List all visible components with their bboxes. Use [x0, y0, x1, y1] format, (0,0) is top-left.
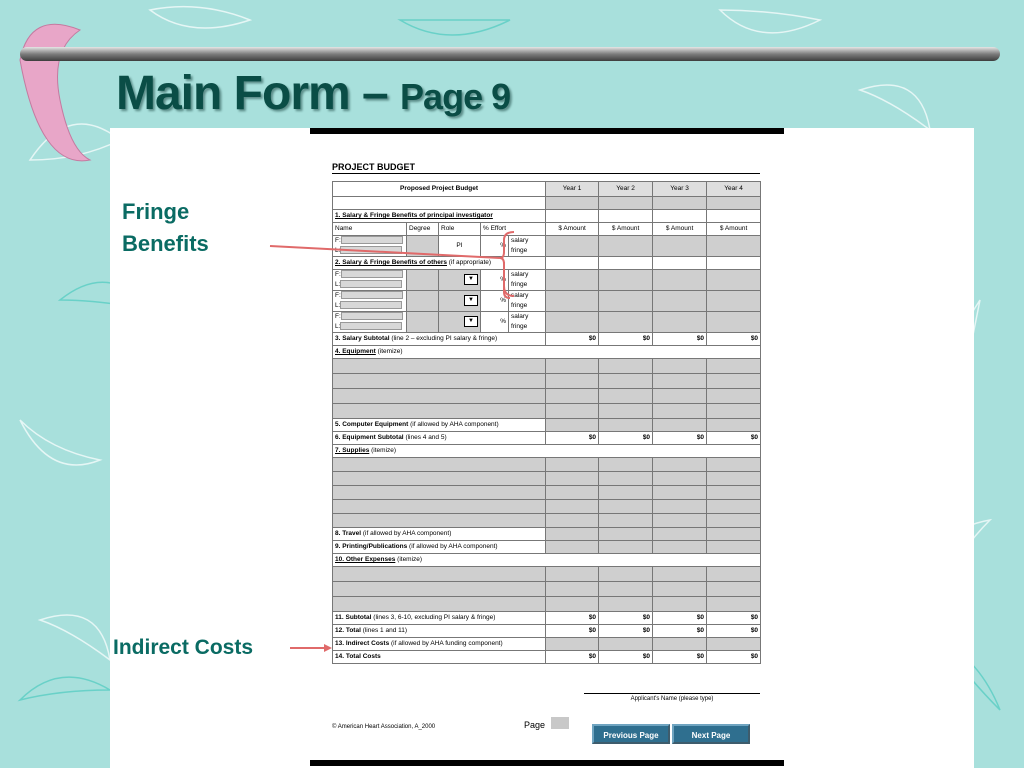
salary-subtotal-y3: $0	[653, 333, 707, 346]
supplies-item-row[interactable]	[333, 500, 761, 514]
equipment-row	[333, 346, 761, 359]
total-costs-label: 14. Total Costs	[333, 651, 546, 664]
subtotal-row	[333, 612, 761, 625]
total-row	[333, 625, 761, 638]
page-number-field[interactable]	[551, 717, 569, 729]
other-name-fields[interactable]: F: L:	[333, 291, 407, 312]
salary-subtotal-y4: $0	[707, 333, 761, 346]
col-role: Role	[439, 223, 481, 236]
slide-title	[116, 66, 510, 121]
salary-subtotal-row	[333, 333, 761, 346]
slide-title-sub: Page 9	[400, 76, 511, 117]
year-1-header: Year 1	[546, 182, 599, 197]
total-costs-y4: $0	[707, 651, 761, 664]
salary-subtotal-y1: $0	[546, 333, 599, 346]
salary-subtotal-y2: $0	[599, 333, 653, 346]
heading-rule	[332, 173, 760, 174]
others-row-2	[333, 291, 761, 312]
other-salary-fringe: salary fringe	[509, 312, 546, 333]
year-2-header: Year 2	[599, 182, 653, 197]
subtotal-y1: $0	[546, 612, 599, 625]
total-y3: $0	[653, 625, 707, 638]
table-row	[333, 197, 761, 210]
equipment-item-row[interactable]	[333, 374, 761, 389]
subtotal-y4: $0	[707, 612, 761, 625]
table-title: Proposed Project Budget	[333, 182, 546, 197]
supplies-row	[333, 445, 761, 458]
subtotal-y3: $0	[653, 612, 707, 625]
fringe-label-line1: Fringe	[122, 199, 190, 224]
other-name-fields[interactable]: F: L:	[333, 270, 407, 291]
equipment-subtotal-row	[333, 432, 761, 445]
col-degree: Degree	[407, 223, 439, 236]
applicant-name-caption: Applicant's Name (please type)	[630, 696, 714, 702]
other-expenses-row	[333, 554, 761, 567]
equipment-item-row[interactable]	[333, 389, 761, 404]
equipment-label: 4. Equipment (itemize)	[333, 346, 761, 359]
indirect-y2[interactable]	[599, 638, 653, 651]
table-header-row	[333, 182, 761, 197]
amount-label-3: $ Amount	[653, 223, 707, 236]
amount-label-2: $ Amount	[599, 223, 653, 236]
year-3-header: Year 3	[653, 182, 707, 197]
pi-name-fields[interactable]: F: L:	[333, 236, 407, 257]
col-name: Name	[333, 223, 407, 236]
amount-label-1: $ Amount	[546, 223, 599, 236]
other-item-row[interactable]	[333, 582, 761, 597]
others-section-row	[333, 257, 761, 270]
chevron-down-icon[interactable]: ▼	[464, 274, 478, 285]
others-row-3	[333, 312, 761, 333]
bottom-rule	[310, 760, 784, 766]
equipment-item-row[interactable]	[333, 359, 761, 374]
page-label: Page	[524, 720, 546, 730]
other-effort-field[interactable]: %	[481, 270, 509, 291]
total-costs-row	[333, 651, 761, 664]
other-expenses-label: 10. Other Expenses (itemize)	[333, 554, 761, 567]
indirect-y4[interactable]	[707, 638, 761, 651]
pi-row	[333, 236, 761, 257]
copyright-text: © American Heart Association, A_2000	[332, 724, 436, 730]
chevron-down-icon[interactable]: ▼	[464, 295, 478, 306]
other-name-fields[interactable]: F: L:	[333, 312, 407, 333]
slide-title-main: Main Form –	[116, 67, 401, 120]
supplies-item-row[interactable]	[333, 486, 761, 500]
col-effort: % Effort	[481, 223, 546, 236]
supplies-item-row[interactable]	[333, 514, 761, 528]
total-y2: $0	[599, 625, 653, 638]
travel-label: 8. Travel (if allowed by AHA component)	[333, 528, 546, 541]
role-dropdown[interactable]	[439, 312, 481, 333]
total-costs-y1: $0	[546, 651, 599, 664]
pi-salary-fringe: salary fringe	[509, 236, 546, 257]
applicant-name-rule	[584, 693, 760, 694]
others-row-1	[333, 270, 761, 291]
other-degree-field[interactable]	[407, 291, 439, 312]
equipment-subtotal-label: 6. Equipment Subtotal (lines 4 and 5)	[333, 432, 546, 445]
indirect-y1[interactable]	[546, 638, 599, 651]
supplies-item-row[interactable]	[333, 472, 761, 486]
computer-equipment-row	[333, 419, 761, 432]
printing-label: 9. Printing/Publications (if allowed by AHA component)	[333, 541, 546, 554]
others-section-label: 2. Salary & Fringe Benefits of others (if appropriate)	[333, 257, 546, 270]
total-label: 12. Total (lines 1 and 11)	[333, 625, 546, 638]
indirect-y3[interactable]	[653, 638, 707, 651]
equipment-subtotal-y4: $0	[707, 432, 761, 445]
next-page-button[interactable]: Next Page	[672, 724, 750, 744]
role-dropdown[interactable]	[439, 291, 481, 312]
equipment-subtotal-y1: $0	[546, 432, 599, 445]
computer-equipment-label: 5. Computer Equipment (if allowed by AHA component)	[333, 419, 546, 432]
pi-role: PI	[439, 236, 481, 257]
indirect-costs-label: Indirect Costs	[113, 636, 254, 659]
other-salary-fringe: salary fringe	[509, 291, 546, 312]
supplies-label: 7. Supplies (itemize)	[333, 445, 761, 458]
pi-effort-field[interactable]: %	[481, 236, 509, 257]
other-item-row[interactable]	[333, 597, 761, 612]
equipment-item-row[interactable]	[333, 404, 761, 419]
total-costs-y3: $0	[653, 651, 707, 664]
indirect-costs-label-cell: 13. Indirect Costs (if allowed by AHA funding component)	[333, 638, 546, 651]
supplies-item-row[interactable]	[333, 458, 761, 472]
top-rule	[310, 128, 784, 134]
other-degree-field[interactable]	[407, 312, 439, 333]
fringe-benefits-label	[122, 196, 209, 260]
equipment-subtotal-y3: $0	[653, 432, 707, 445]
indirect-costs-row	[333, 638, 761, 651]
total-costs-y2: $0	[599, 651, 653, 664]
total-y1: $0	[546, 625, 599, 638]
year-4-header: Year 4	[707, 182, 761, 197]
subtotal-label: 11. Subtotal (lines 3, 6-10, excluding PI salary & fringe)	[333, 612, 546, 625]
fringe-label-line2: Benefits	[122, 231, 209, 256]
pi-section-label: 1. Salary & Fringe Benefits of principal investigator	[333, 210, 546, 223]
amount-label-4: $ Amount	[707, 223, 761, 236]
budget-table	[332, 181, 761, 664]
salary-subtotal-label: 3. Salary Subtotal (line 2 – excluding PI salary & fringe)	[333, 333, 546, 346]
previous-page-button[interactable]: Previous Page	[592, 724, 670, 744]
role-dropdown[interactable]	[439, 270, 481, 291]
subtotal-y2: $0	[599, 612, 653, 625]
title-bar-decoration	[20, 44, 1000, 64]
travel-row	[333, 528, 761, 541]
total-y4: $0	[707, 625, 761, 638]
pi-section-row	[333, 210, 761, 223]
project-budget-heading: PROJECT BUDGET	[332, 162, 416, 172]
chevron-down-icon[interactable]: ▼	[464, 316, 478, 327]
other-item-row[interactable]	[333, 567, 761, 582]
pi-degree-field[interactable]	[407, 236, 439, 257]
other-salary-fringe: salary fringe	[509, 270, 546, 291]
printing-row	[333, 541, 761, 554]
column-labels-row	[333, 223, 761, 236]
equipment-subtotal-y2: $0	[599, 432, 653, 445]
other-degree-field[interactable]	[407, 270, 439, 291]
other-effort-field[interactable]: %	[481, 291, 509, 312]
other-effort-field[interactable]: %	[481, 312, 509, 333]
